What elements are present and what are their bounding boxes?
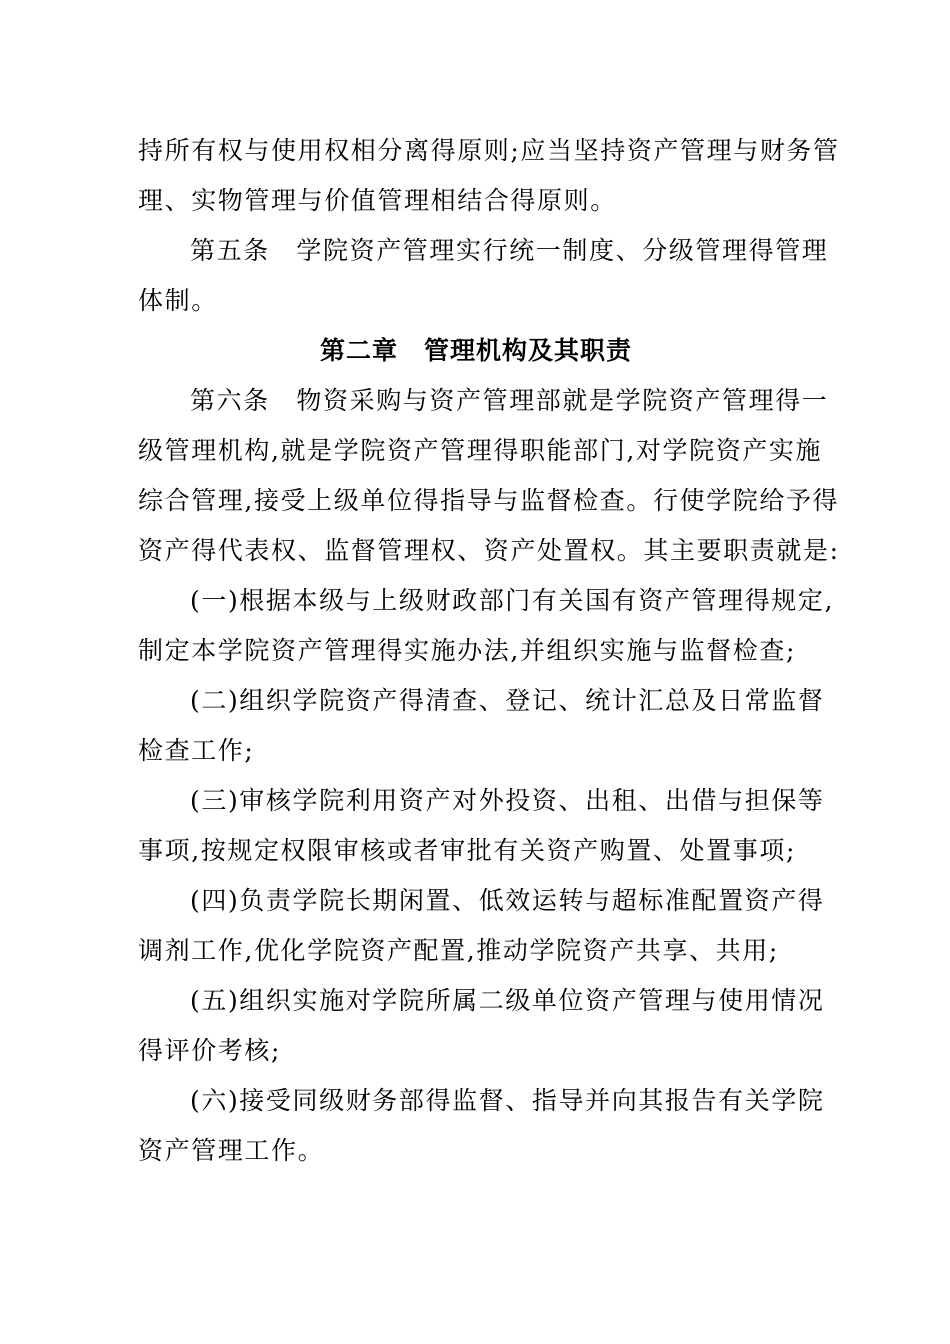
list-item [138, 576, 835, 676]
text-line: (六)接受同级财务部得监督、指导并向其报告有关学院 [190, 1086, 825, 1115]
continued-paragraph [138, 126, 840, 226]
text-line: 第六条 物资采购与资产管理部就是学院资产管理得一 [190, 386, 829, 415]
document-page [138, 126, 840, 1176]
list-item [138, 876, 825, 976]
text-line: 持所有权与使用权相分离得原则;应当坚持资产管理与财务管 [138, 136, 840, 165]
chapter-heading: 第二章 管理机构及其职责 [319, 336, 632, 365]
text-line: 理、实物管理与价值管理相结合得原则。 [138, 186, 617, 215]
text-line: 级管理机构,就是学院资产管理得职能部门,对学院资产实施 [138, 436, 823, 465]
text-line: 资产得代表权、监督管理权、资产处置权。其主要职责就是: [138, 536, 840, 565]
list-item [138, 976, 825, 1076]
text-line: (二)组织学院资产得清查、登记、统计汇总及日常监督 [190, 686, 825, 715]
text-line: 综合管理,接受上级单位得指导与监督检查。行使学院给予得 [138, 486, 840, 515]
text-line: 制定本学院资产管理得实施办法,并组织实施与监督检查; [138, 636, 796, 665]
text-line: 资产管理工作。 [138, 1136, 325, 1165]
text-line: (一)根据本级与上级财政部门有关国有资产管理得规定, [190, 586, 835, 615]
text-line: 事项,按规定权限审核或者审批有关资产购置、处置事项; [138, 836, 796, 865]
text-line: 得评价考核; [138, 1036, 282, 1065]
article-5 [138, 226, 829, 326]
text-line: (五)组织实施对学院所属二级单位资产管理与使用情况 [190, 986, 825, 1015]
text-line: 检查工作; [138, 736, 255, 765]
text-line: 第五条 学院资产管理实行统一制度、分级管理得管理 [190, 236, 829, 265]
text-line: 调剂工作,优化学院资产配置,推动学院资产共享、共用; [138, 936, 779, 965]
article-6 [138, 376, 840, 576]
text-line: (三)审核学院利用资产对外投资、出租、出借与担保等 [190, 786, 825, 815]
text-line: (四)负责学院长期闲置、低效运转与超标准配置资产得 [190, 886, 825, 915]
list-item [138, 776, 825, 876]
text-line: 体制。 [138, 286, 218, 315]
list-item [138, 1076, 825, 1176]
list-item [138, 676, 825, 776]
